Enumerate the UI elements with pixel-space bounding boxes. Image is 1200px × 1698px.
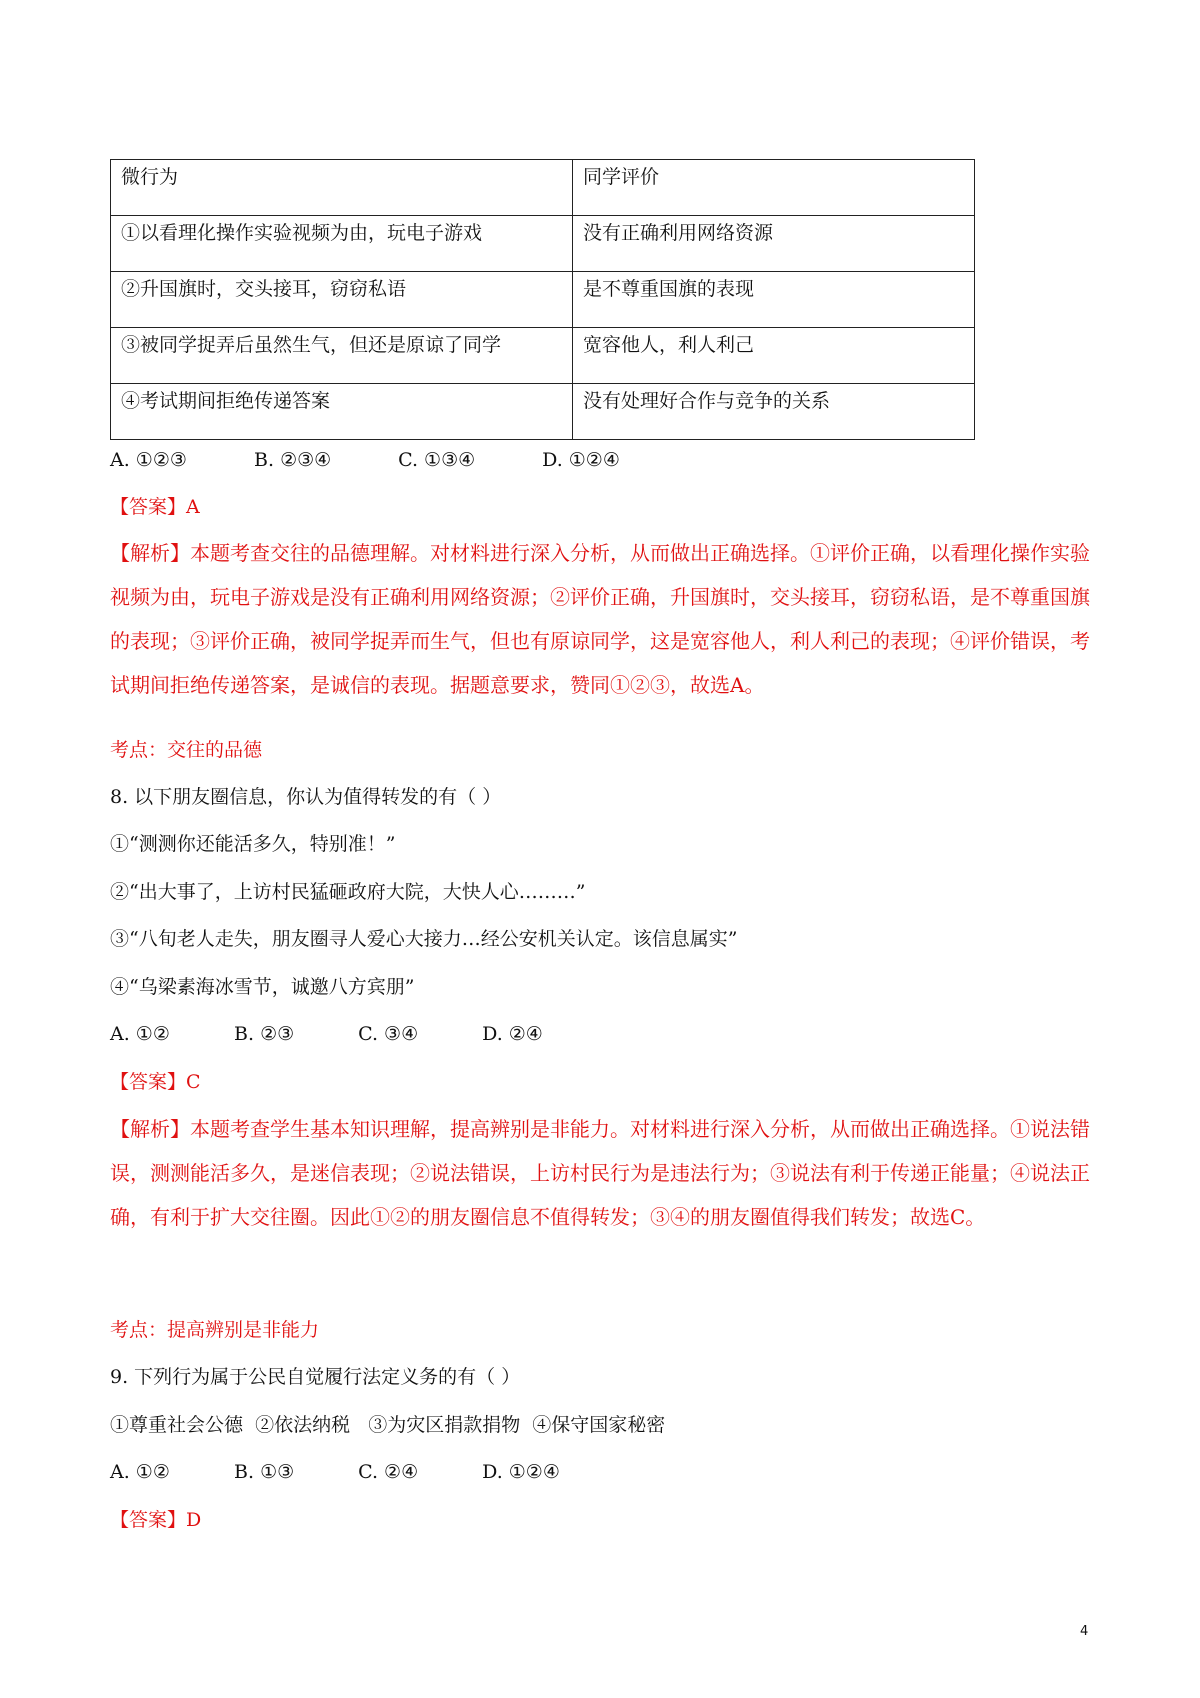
table-row: [111, 328, 975, 384]
q7-answer: 【答案】A: [110, 496, 200, 518]
q7-analysis: 【解析】本题考查交往的品德理解。对材料进行深入分析，从而做出正确选择。①评价正确，以看理化操作实验视频为由，玩电子游戏是没有正确利用网络资源；②评价正确，升国旗时，交头接耳，窃窃私语，是不尊重国旗的表现；③评价正确，被同学捉弄而生气，但也有原谅同学，这是宽容他人，利人利己的表现；④评价错误，考试期间拒绝传递答案，是诚信的表现。据题意要求，赞同①②③，故选A。: [110, 541, 1090, 697]
q7-point: 考点：交往的品德: [110, 739, 263, 761]
q9-option-b: B. ①③: [234, 1461, 295, 1483]
q7-option-c: C. ①③④: [398, 449, 476, 471]
table-cell: 是不尊重国旗的表现: [573, 272, 975, 328]
table-header-cell: 微行为: [111, 160, 573, 216]
q8-analysis: 【解析】本题考查学生基本知识理解，提高辨别是非能力。对材料进行深入分析，从而做出正确选择。①说法错误，测测能活多久，是迷信表现；②说法错误，上访村民行为是违法行为；③说法有利于传递正能量；④说法正确，有利于扩大交往圈。因此①②的朋友圈信息不值得转发；③④的朋友圈值得我们转发；故选C。: [110, 1117, 1090, 1229]
q9-options: [110, 1460, 560, 1484]
q9-answer: 【答案】D: [110, 1509, 202, 1531]
q7-option-b: B. ②③④: [254, 449, 332, 471]
q8-point: 考点：提高辨别是非能力: [110, 1319, 320, 1341]
q8-option-a: A. ①②: [110, 1023, 170, 1045]
q9-option-a: A. ①②: [110, 1461, 170, 1483]
table-cell: 宽容他人，利人利己: [573, 328, 975, 384]
q7-options: [110, 448, 620, 472]
q7-option-d: D. ①②④: [542, 449, 620, 471]
q8-answer: 【答案】C: [110, 1071, 201, 1093]
table-cell: ③被同学捉弄后虽然生气，但还是原谅了同学: [111, 328, 573, 384]
q8-item: ④“乌梁素海冰雪节，诚邀八方宾朋”: [110, 976, 415, 998]
q9-items: ①尊重社会公德 ②依法纳税 ③为灾区捐款捐物 ④保守国家秘密: [110, 1414, 666, 1436]
q9-option-d: D. ①②④: [482, 1461, 560, 1483]
q8-item: ①“测测你还能活多久，特别准！”: [110, 833, 396, 855]
q8-item: ②“出大事了，上访村民猛砸政府大院，大快人心………”: [110, 881, 586, 903]
table-row: [111, 272, 975, 328]
q8-option-b: B. ②③: [234, 1023, 295, 1045]
behavior-evaluation-table: [110, 159, 975, 440]
table-cell: 没有正确利用网络资源: [573, 216, 975, 272]
table-header-row: [111, 160, 975, 216]
table-cell: ②升国旗时，交头接耳，窃窃私语: [111, 272, 573, 328]
page-number: 4: [1080, 1624, 1089, 1639]
table-cell: ①以看理化操作实验视频为由，玩电子游戏: [111, 216, 573, 272]
q9-stem: 9. 下列行为属于公民自觉履行法定义务的有（ ）: [110, 1366, 521, 1388]
q8-stem: 8. 以下朋友圈信息，你认为值得转发的有（ ）: [110, 786, 502, 808]
table-cell: ④考试期间拒绝传递答案: [111, 384, 573, 440]
table-cell: 没有处理好合作与竞争的关系: [573, 384, 975, 440]
table-row: [111, 216, 975, 272]
q7-option-a: A. ①②③: [110, 449, 187, 471]
table-header-cell: 同学评价: [573, 160, 975, 216]
q9-option-c: C. ②④: [358, 1461, 419, 1483]
q8-option-d: D. ②④: [482, 1023, 543, 1045]
table-row: [111, 384, 975, 440]
q8-options: [110, 1022, 543, 1046]
q8-option-c: C. ③④: [358, 1023, 419, 1045]
q8-item: ③“八旬老人走失，朋友圈寻人爱心大接力…经公安机关认定。该信息属实”: [110, 928, 738, 950]
